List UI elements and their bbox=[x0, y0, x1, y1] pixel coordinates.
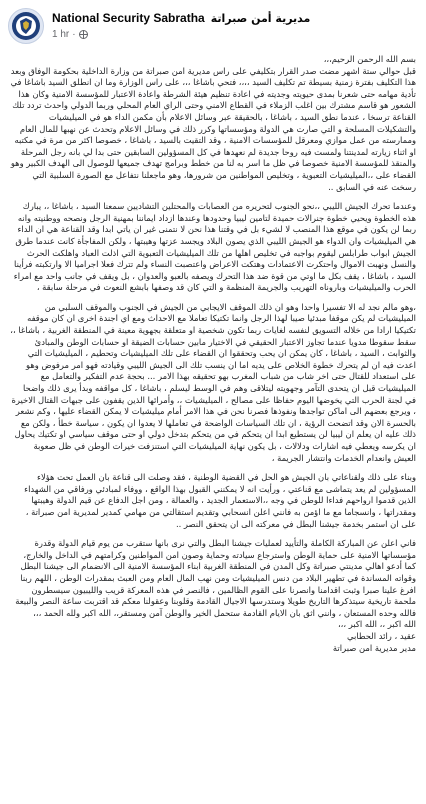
signature-name: عقيد ، رائد الحطابي bbox=[347, 630, 416, 641]
post-paragraph-5: فاني اعلن عن المباركة الكاملة والتأييد لعمليات جيشنا البطل والتي نرى بانها ستقرب من يوم قيام الدولة وقدرة مؤسساتها الامنية على حماية الوطن واسترجاع سيادته وحماية وصون امن المواطنين وكرامتهم في الداخل والخارج، كما أدعو اهالي مدينتي صبراتة وكل المدن في المنطقة الغربية ابناء المؤسسة الامنية الى الانضمام الى جيشنا البطل وقواته المساندة في تطهير البلاد من دنس الميليشيات ومن نهب المال العام ومن العبث بمقدرات الوطن ، اللهم ربنا افرغ علينا صبرا وثبت اقدامنا وانصرنا على القوم الظالمين ، فالنصر في هذه المعركة قريب والليبيون سيسطرون ملحمة تاريخية سيتذكرها التاريخ طويلا وستدرسها الاجيال القادمة وقلوبنا وعقولنا معكم قد اقتربت ساعة النصر والبيعة فالله وحده المستعان ، وانني اثق بان الايام القادمة ستحمل الخير والوطن آمن ومستقر،، الله اكبر ولله الحمد ،،، bbox=[12, 538, 416, 618]
post-greeting: بسم الله الرحمن الرحيم،،، bbox=[323, 54, 416, 64]
post-paragraph-1: قبل حوالي ستة اشهر مضت صدر القرار بتكليفي على راس مديرية امن صبراتة من وزارة الداخلية بحكومة الوفاق وبعد هذا التكليف بفترة زمنية بسيطة تم تكليف السيد ،،،، فتحي باشاغا ،،، على راس الوزارة وما ان انطلق السيد باشاغا في تأدية مهامه حتى شعرنا بمدى حيويته وجديته في اعادة تنظيم هيئة الشرطة واعادة الاعتبار للمؤسسة الامنية وكان هذا الشعور هو قاسم مشترك بين اغلب الزملاء في القطاع الامني وحتى الراي العام المحلي وربما الدولي واحدث تردد تلك القناعة ترسخا ، عندما نطق السيد ، باشاغا ، بالحقيقة عبر وسائل الاعلام بأن مكمن الداء هو في الميليشيات والتشكيلات المسلحة و التي صارت هي الدولة ومؤسساتها وكرر ذلك في وسائل الاعلام وتحدث عن نهبها للمال العام وممارسته من عمل موازي ومعرقل للمؤسسات الامنية ، وقد التقيت بالسيد ، باشاغا ، خصوصا اكثر من مرة في مكتبه او اثناء زيارته لمدينتنا ولمست فيه روحا جديدة لم نعهدها في كل المسؤولين السابقين حتى بدا لي بانه رجل المرحلة والمنقذ للمؤسسة الامنية خصوصا في ظل ما اسر به لنا من خطط وبرامج تهدف جميعها للوصول الى الهدف الكبير وهو القضاء على ،،الميليشيات التعبوية ، وتخليص المواطنين من شرورها، وهو ماجعلنا نتفاعل مع الصورة السلبية التي رسخت عنه في السابق .. bbox=[7, 65, 416, 192]
paragraph-gap bbox=[10, 530, 416, 538]
separator-dot: · bbox=[72, 28, 76, 40]
page-title-line bbox=[52, 12, 310, 25]
post-paragraph-2: وعندما تحرك الجيش الليبي ،،نحو الجنوب لتحريره من العصابات والمحتلين التشاديين سمعنا السيد ، باشاغا ،، يبارك هذه الخطوة ويحيي خطوة جنرالات حميدة لتامين ليبيا وحدودها وعندها ازداد ايماننا بمهنية الرجل ونصحه ووطنيته وانه ربما لن يكون في موقع هذا المنصب لا لشيء بل في وقتنا هذا نحن لا نتمنى غير ان ياتي ابدا وقد القناعة هي ان الداء هي الميليشيات وان الدواء هو الجيش الليبي الذي يصون البلاد ويجسد عزتها وهيبتها ، ولكن المفاجأة كانت عندما طرق الجيش ابواب طرابلس ليقوم بواجبه في تخليص اهلها من تلك الميليشيات التعبوية التي اذلت العباد واهلكت الحرث والنسل ونهبت الاموال واحتكرت الاعتمادات وهتكت الاعراض واعتصبت النساء ولم تترك فعلا اجراميا الا وارتكبته فرأينا السيد ، باشاغا ، يقف بكل ما اوتي من قوة ضد هذا التحرك ويصفه بالعبو والعدوان ، بل ويقف في جانب واحد مع امراء الحرب والميليشيات وباروناه التهريب والجريمة المنظمة و التي كان قد وصفها بابشع النعوت في مرحلة سابقة ، bbox=[11, 201, 416, 293]
signature-title: مدير مديرية امن صبراتة bbox=[332, 642, 416, 653]
page-name-arabic[interactable]: مديرية أمن صبراتة bbox=[210, 11, 311, 25]
post-meta bbox=[52, 12, 310, 39]
paragraph-gap bbox=[10, 294, 416, 302]
post-header bbox=[8, 6, 418, 46]
page-name-link[interactable]: National Security Sabratha bbox=[52, 11, 205, 26]
post-subline bbox=[52, 29, 310, 40]
post-timestamp[interactable]: 1 hr bbox=[52, 28, 70, 40]
post-paragraph-4: وبناء على ذلك ولقناعاتي بان الجيش هو الحل في القضية الوطنية ، فقد وصلت الى قناعة بان العمل تحت هؤلاء المسؤولين لم يعد يتماشى مع قناعتي ، ورأيت انه لا يمكنني القبول بهذا الواقع ، ووفاء لمبادئي ورفاقي من الشهداء الذين قدموا ارواحهم فداءا للوطن في وجه ،،الاستعمار الجديد ، والعمالة ، ومن اجل الدفاع عن قيم الدولة وهيبتها ومقدراتها ، وانسجاما مع ما اؤمن به فانني اعلن انسحابي وتقديم استقالتي من مهامي كمدير لمديرية امن صبراتة ، على ان استمر بخدمة جيشنا البطل في معركته الى ان يتحقق النصر .. bbox=[21, 472, 416, 529]
post-closing-takbir: الله اكبر ،، الله اكبر ،،، bbox=[337, 619, 416, 630]
post-body bbox=[8, 54, 418, 654]
post-paragraph-3: ،وهو مالم نجد له الا تفسيرا واحدا وهو ان ذلك الموقف الايجابي من الجيش في الجنوب والموقف السلبي من الميليشيات لم يكن موقفا مبدئيا صيبا لهذا الرجل وانما تكتيكا تعاملا مع الاحداث ومع اي اجندة اخرى ان كان موقفه تكتيكيا ارادا من خلاله التسويق لنفسه لغايات ربما تكون شخصية او متعلقة بجهوية معينة في المنطقة الغربية ، باشاغا ،، سقط سقوطا مدويا عندما تجاوز الاعتبار الحقيقي في الاختيار مابين حسابات الضيقة او حسابات الوطن والمبادئ والثوابت ، السيد ، باشاغا ، كان يمكن ان يحب وتحققوا ان القضاء على تلك الميليشيات وتحطيم ، الميليشيات التي اعدت فيه ان لم يتحرك خطوة الخلاص على يديه اما ان ينسب تلك الى الجيش الليبي وقيادته فهو امر مرفوض وهو على استعداد للقتال حتى اخر شاب من شباب المغرب بهو تحقيقه بهذا الامر ... بحجة عدم التفكير والتعامل مع الميليشيات قبل ان يتحدى التآمر وجهويته ليتلاقى وهم في الوسط ليسلم ، باشاغا ، كل مواقفه وبدأ يرى ذلك واضحا في لجنة الحرب التي يخوضها اليوم حفاظا على مصالح ، الميليشيات ،، وأمرائها الذين يقفون على جبهات القتال الاخيرة ، ويرجع بعضهم الى اماكن تواجدها ونفوذها فصرنا نحن في هذا الامر أمام ميليشيات لا يمكن القضاء عليها ، وكم نشعر بالحسرة الان وقد اتضحت الرؤية ، ان تلك السياسات الواضحة في تعاملها لا يعدوا ان يكون ، سياسة خطأ ، ولكن مع ذلك عليه ان يعلم ان ليبيا لن يستطيع ابدا ان يتحكم في من يتحكم بتدخل دولي او حتى موقف سياسي او تكتيك يحاول ان يكرسه ويعطي فيه اشارات ودلالات ، بل يكون نهاية الميليشيات التي استنزفت خيرات الوطن في ظل صعوبة العيش وانعدام الخدمات وانتشار الجريمة ، bbox=[7, 301, 416, 463]
avatar-badge-graphic bbox=[11, 11, 41, 41]
paragraph-gap bbox=[10, 464, 416, 472]
globe-icon bbox=[79, 30, 88, 39]
paragraph-gap bbox=[10, 193, 416, 201]
police-badge-icon[interactable] bbox=[8, 8, 44, 44]
